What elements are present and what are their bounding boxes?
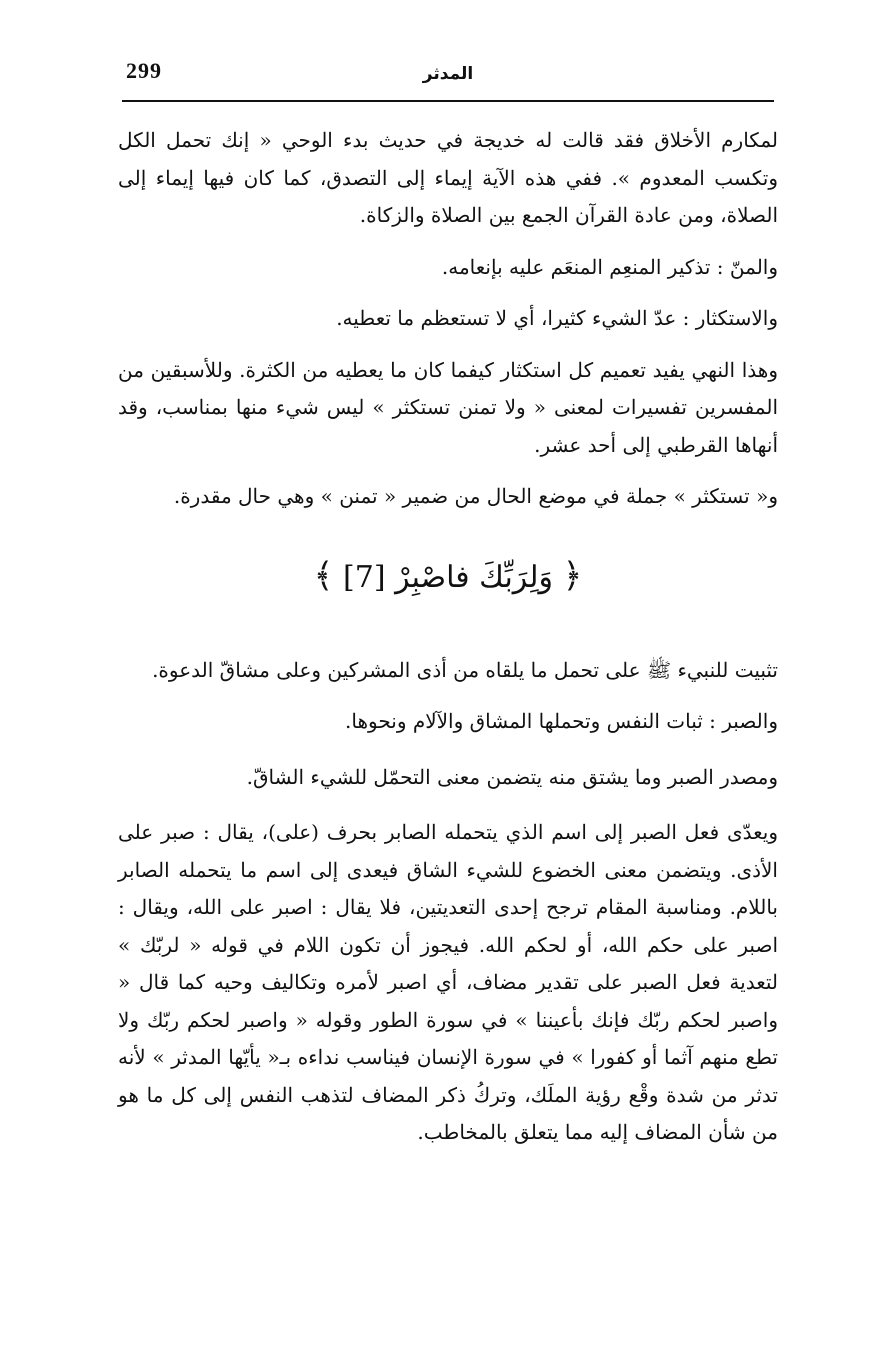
page-header xyxy=(122,52,774,98)
paragraph-4: وهذا النهي يفيد تعميم كل استكثار كيفما كان ما يعطيه من الكثرة. وللأسبقين من المفسرين تفسيرات لمعنى « ولا تمنن تستكثر » ليس شيء منها بمناسب، وقد أنهاها القرطبي إلى أحد عشر. xyxy=(118,357,778,457)
page-number: 299 xyxy=(126,58,162,83)
running-title: المدثر xyxy=(422,64,474,84)
paragraph-5: و« تستكثر » جملة في موضع الحال من ضمير « تمنن » وهي حال مقدرة. xyxy=(173,484,778,508)
paragraph-3: والاستكثار : عدّ الشيء كثيرا، أي لا تستعظم ما تعطيه. xyxy=(336,306,778,330)
paragraph-7: والصبر : ثبات النفس وتحملها المشاق والآلام ونحوها. xyxy=(345,709,778,733)
header-divider xyxy=(122,100,774,102)
verse-text: وَلِرَبِّكَ فاصْبِرْ [7] xyxy=(343,559,553,595)
quran-verse xyxy=(118,556,778,598)
page-body xyxy=(118,122,778,1152)
paragraph-9: ويعدّى فعل الصبر إلى اسم الذي يتحمله الصابر بحرف (على)، يقال : صبر على الأذى. ويتضمن معنى الخضوع للشيء الشاق فيعدى إلى اسم ما يتحمله الصابر باللام. ومناسبة المقام ترجح إحدى التعديتين، فلا يقال : اصبر على الله، ويقال : اصبر على حكم الله، أو لحكم الله. فيجوز أن تكون اللام في قوله « لربّك » لتعدية فعل الصبر على تقدير مضاف، أي اصبر لأمره وتكاليف وحيه كما قال « واصبر لحكم ربّك فإنك بأعيننا » في سورة الطور وقوله « واصبر لحكم ربّك ولا تطع منهم آثما أو كفورا » في سورة الإنسان فيناسب نداءه بـ« يأيّها المدثر » لأنه تدثر من شدة وقْع رؤية الملَك، وتركُ ذكر المضاف لتذهب النفس إلى كل ما هو من شأن المضاف إليه مما يتعلق بالمخاطب. xyxy=(118,820,778,1144)
verse-close-bracket: ﴾ xyxy=(313,555,334,596)
verse-open-bracket: ﴿ xyxy=(562,555,583,596)
paragraph-8: ومصدر الصبر وما يشتق منه يتضمن معنى التحمّل للشيء الشاقّ. xyxy=(246,764,778,789)
paragraph-1: لمكارم الأخلاق فقد قالت له خديجة في حديث بدء الوحي « إنك تحمل الكل وتكسب المعدوم ». ففي هذه الآية إيماء إلى التصدق، كما كان فيها إيماء إلى الصلاة، ومن عادة القرآن الجمع بين الصلاة والزكاة. xyxy=(118,128,778,227)
paragraph-2: والمنّ : تذكير المنعِم المنعَم عليه بإنعامه. xyxy=(441,254,778,279)
paragraph-6: تثبيت للنبيء ﷺ على تحمل ما يلقاه من أذى المشركين وعلى مشاقّ الدعوة. xyxy=(152,657,778,682)
